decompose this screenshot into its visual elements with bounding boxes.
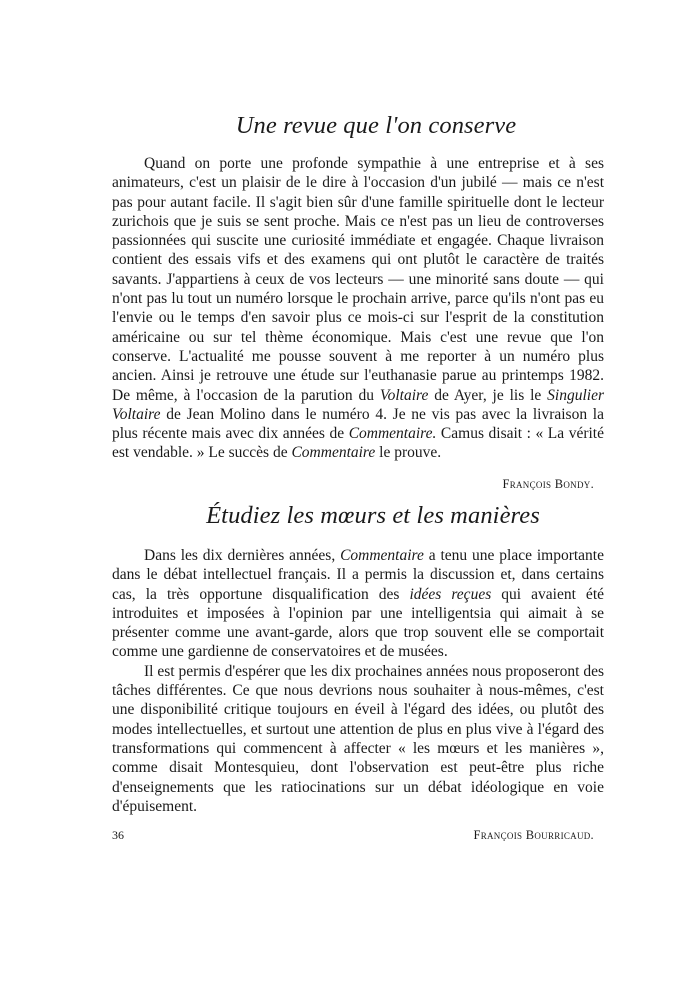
article-title: Une revue que l'on conserve — [235, 112, 517, 139]
author-signature: François Bourricaud. — [473, 828, 594, 843]
emphasis-idees-recues: idées reçues — [409, 585, 492, 603]
article-etudiez-les-moeurs — [112, 500, 604, 843]
book-title-singulier-voltaire: Singulier Voltaire — [112, 386, 604, 423]
journal-name: Commentaire. — [348, 425, 437, 443]
article-body — [112, 546, 604, 816]
article-body — [112, 154, 604, 463]
paragraph: Dans les dix dernières années, Commentaire a tenu une place importante dans le débat intellectuel français. Il a permis la discussion et, dans certains cas, la très opportune disqualification des idées reçues qui avaient été introduites et imposées à l'opinion par une intelligentsia qui aimait à se présenter comme une avant-garde, alors que trop souvent elle se comportait comme une gardienne de conservatoires et de musées. — [112, 547, 604, 661]
journal-name: Commentaire — [340, 547, 424, 564]
paragraph: Quand on porte une profonde sympathie à une entreprise et à ses animateurs, c'est un plaisir de le dire à l'occasion d'un jubilé — mais ce n'est pas pour autant facile. Il s'agit bien sûr d'une famille spirituelle dont le lecteur zurichois que je suis se sent proche. Mais ce n'est pas un lieu de controverses passionnées qui suscite une curiosité immédiate et engagée. Chaque livraison contient des essais vifs et des examens qui ont plutôt le caractère de traités savants. J'appartiens à ceux de vos lecteurs — une minorité sans doute — qui n'ont pas lu tout un numéro lorsque le prochain arrive, parce qu'ils n'ont pas eu l'envie ou le temps d'en savoir plus ce mois-ci sur l'esprit de la constitution américaine ou sur tel thème économique. Mais c'est une revue que l'on conserve. L'actualité me pousse souvent à me reporter à un numéro plus ancien. Ainsi je retrouve une étude sur l'euthanasie parue au printemps 1982. De même, à l'occasion de la parution du Voltaire de Ayer, je lis le Singulier Voltaire de Jean Molino dans le numéro 4. Je ne vis pas avec la livraison la plus récente mais avec dix années de Commentaire. Camus disait : « La vérité est vendable. » Le succès de Commentaire le prouve. — [112, 155, 604, 462]
article-title: Étudiez les mœurs et les manières — [206, 502, 540, 529]
article-revue-que-lon-conserve — [112, 110, 604, 492]
paragraph: Il est permis d'espérer que les dix prochaines années nous proposeront des tâches différentes. Ce que nous devrions nous souhaiter à nous-mêmes, c'est une disponibilité critique toujours en éveil à l'égard des idées, ou plutôt des modes intellectuelles, et surtout une attention de plus en plus vive à l'égard des transformations qui commencent à affecter « les mœurs et les manières », comme disait Montesquieu, dont l'observation est peut-être plus riche d'enseignements que les ratiocinations sur un débat idéologique en voie d'épuisement. — [112, 662, 604, 815]
journal-name: Commentaire — [291, 444, 376, 462]
author-signature: François Bondy. — [502, 476, 594, 491]
page-number: 36 — [112, 828, 124, 842]
book-title-voltaire: Voltaire — [379, 386, 429, 404]
